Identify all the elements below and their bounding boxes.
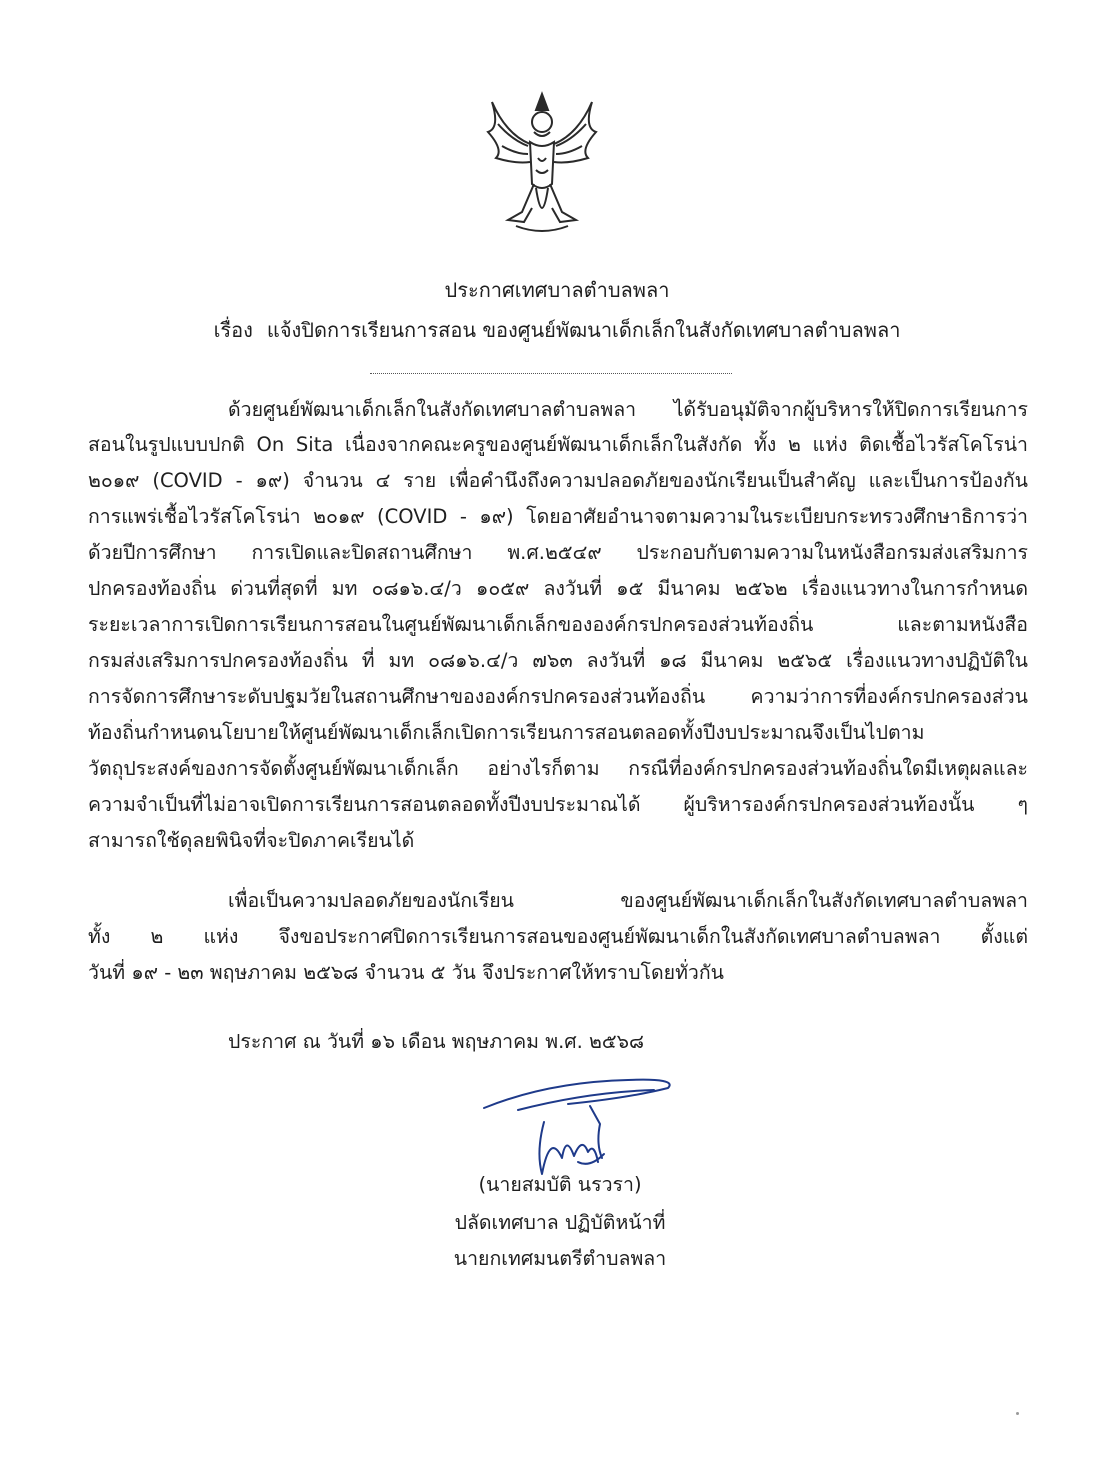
title-divider <box>370 373 732 374</box>
paragraph-line: วันที่ ๑๙ - ๒๓ พฤษภาคม ๒๕๖๘ จำนวน ๕ วัน จึงประกาศให้ทราบโดยทั่วกัน <box>88 961 725 984</box>
paragraph-line: การแพร่เชื้อไวรัสโคโรน่า ๒๐๑๙ (COVID - ๑๙) โดยอาศัยอำนาจตามความในระเบียบกระทรวงศึกษาธิการว่า <box>88 505 1028 528</box>
paragraph-line: ระยะเวลาการเปิดการเรียนการสอนในศูนย์พัฒนาเด็กเล็กขององค์กรปกครองส่วนท้องถิ่น และตามหนังสือ <box>88 613 1028 636</box>
paragraph-line: ทั้ง ๒ แห่ง จึงขอประกาศปิดการเรียนการสอนของศูนย์พัฒนาเด็กในสังกัดเทศบาลตำบลพลา ตั้งแต่ <box>88 925 1028 948</box>
announcement-title: ประกาศเทศบาลตำบลพลา <box>444 278 670 302</box>
announcement-date: ประกาศ ณ วันที่ ๑๖ เดือน พฤษภาคม พ.ศ. ๒๕๖๘ <box>228 1030 645 1053</box>
subject-line <box>0 316 1114 344</box>
signer-position-acting: นายกเทศมนตรีตำบลพลา <box>453 1247 667 1270</box>
subject-text: แจ้งปิดการเรียนการสอน ของศูนย์พัฒนาเด็กเล็กในสังกัดเทศบาลตำบลพลา <box>266 318 901 342</box>
paragraph-line: ๒๐๑๙ (COVID - ๑๙) จำนวน ๔ ราย เพื่อคำนึงถึงความปลอดภัยของนักเรียนเป็นสำคัญ และเป็นการป้องกัน <box>88 469 1028 492</box>
signer-name: (นายสมบัติ นรวรา) <box>478 1173 642 1196</box>
signature-image <box>478 1062 708 1182</box>
paragraph-line: การจัดการศึกษาระดับปฐมวัยในสถานศึกษาขององค์กรปกครองส่วนท้องถิ่น ความว่าการที่องค์กรปกครองส่วน <box>88 685 1028 708</box>
garuda-emblem-icon <box>472 88 612 238</box>
paragraph-line: กรมส่งเสริมการปกครองท้องถิ่น ที่ มท ๐๘๑๖.๔/ว ๗๖๓ ลงวันที่ ๑๘ มีนาคม ๒๕๖๕ เรื่องแนวทางปฏิบัติใน <box>88 649 1028 672</box>
paragraph-line: เพื่อเป็นความปลอดภัยของนักเรียน ของศูนย์พัฒนาเด็กเล็กในสังกัดเทศบาลตำบลพลา <box>228 889 1028 912</box>
paragraph-line: สอนในรูปแบบปกติ On Sita เนื่องจากคณะครูของศูนย์พัฒนาเด็กเล็กในสังกัด ทั้ง ๒ แห่ง ติดเชื้อไวรัสโคโรน่า <box>88 433 1028 456</box>
signer-position: ปลัดเทศบาล ปฏิบัติหน้าที่ <box>454 1211 666 1234</box>
scan-speck <box>1016 1412 1019 1415</box>
paragraph-line: ด้วยศูนย์พัฒนาเด็กเล็กในสังกัดเทศบาลตำบลพลา ได้รับอนุมัติจากผู้บริหารให้ปิดการเรียนการ <box>228 398 1028 421</box>
subject-label: เรื่อง <box>213 318 253 342</box>
paragraph-line: ด้วยปีการศึกษา การเปิดและปิดสถานศึกษา พ.ศ.๒๕๔๙ ประกอบกับตามความในหนังสือกรมส่งเสริมการ <box>88 541 1028 564</box>
paragraph-line: ปกครองท้องถิ่น ด่วนที่สุดที่ มท ๐๘๑๖.๔/ว ๑๐๕๙ ลงวันที่ ๑๕ มีนาคม ๒๕๖๒ เรื่องแนวทางในการกำหนด <box>88 577 1028 600</box>
paragraph-line: สามารถใช้ดุลยพินิจที่จะปิดภาคเรียนได้ <box>88 829 415 852</box>
paragraph-line: วัตถุประสงค์ของการจัดตั้งศูนย์พัฒนาเด็กเล็ก อย่างไรก็ตาม กรณีที่องค์กรปกครองส่วนท้องถิ่นใดมีเหตุผลและ <box>88 757 1028 780</box>
paragraph-line: ท้องถิ่นกำหนดนโยบายให้ศูนย์พัฒนาเด็กเล็กเปิดการเรียนการสอนตลอดทั้งปีงบประมาณจึงเป็นไปตาม <box>88 721 925 744</box>
paragraph-line: ความจำเป็นที่ไม่อาจเปิดการเรียนการสอนตลอดทั้งปีงบประมาณได้ ผู้บริหารองค์กรปกครองส่วนท้องนั้น ๆ <box>88 793 1028 816</box>
